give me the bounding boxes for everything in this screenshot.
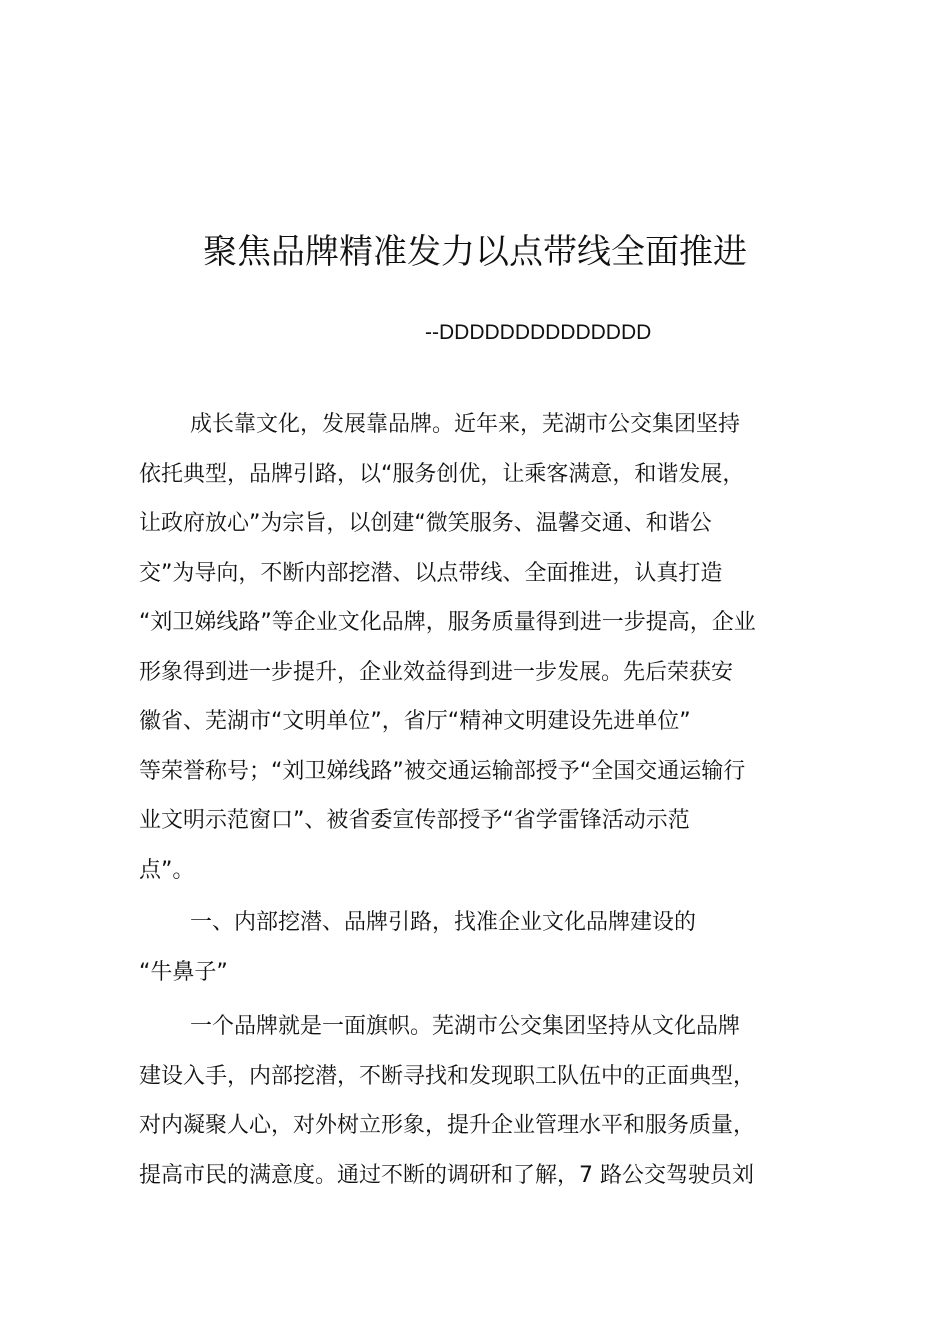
- document-subtitle: --DDDDDDDDDDDDDD: [425, 321, 652, 344]
- paragraph-line: “刘卫娣线路”等企业文化品牌，服务质量得到进一步提高，企业: [139, 610, 756, 635]
- paragraph-section-1: [139, 1002, 829, 1200]
- heading-line: 一、内部挖潜、品牌引路，找准企业文化品牌建设的: [190, 910, 697, 935]
- heading-line: “牛鼻子”: [139, 959, 228, 985]
- paragraph-intro: [139, 400, 829, 895]
- paragraph-line: 让政府放心”为宗旨，以创建“微笑服务、温馨交通、和谐公: [139, 511, 712, 536]
- paragraph-line: 点”。: [139, 857, 195, 883]
- paragraph-line: 一个品牌就是一面旗帜。芜湖市公交集团坚持从文化品牌: [190, 1014, 741, 1039]
- paragraph-line: 依托典型，品牌引路，以“服务创优，让乘客满意，和谐发展，: [139, 461, 745, 487]
- paragraph-line: 提高市民的满意度。通过不断的调研和了解，7 路公交驾驶员刘: [139, 1162, 754, 1188]
- paragraph-line: 对内凝聚人心，对外树立形象，提升企业管理水平和服务质量，: [139, 1113, 756, 1138]
- paragraph-line: 业文明示范窗口”、被省委宣传部授予“省学雷锋活动示范: [139, 808, 690, 833]
- paragraph-line: 交”为导向，不断内部挖潜、以点带线、全面推进，认真打造: [139, 560, 723, 586]
- paragraph-line: 成长靠文化，发展靠品牌。近年来，芜湖市公交集团坚持: [190, 412, 741, 437]
- document-title: 聚焦品牌精准发力以点带线全面推进: [203, 232, 747, 272]
- paragraph-line: 建设入手，内部挖潜，不断寻找和发现职工队伍中的正面典型，: [139, 1063, 756, 1089]
- section-heading-1: [139, 898, 829, 997]
- paragraph-line: 等荣誉称号；“刘卫娣线路”被交通运输部授予“全国交通运输行: [139, 758, 746, 784]
- paragraph-line: 形象得到进一步提升，企业效益得到进一步发展。先后荣获安: [139, 659, 734, 685]
- paragraph-line: 徽省、芜湖市“文明单位”，省厅“精神文明建设先进单位”: [139, 709, 691, 734]
